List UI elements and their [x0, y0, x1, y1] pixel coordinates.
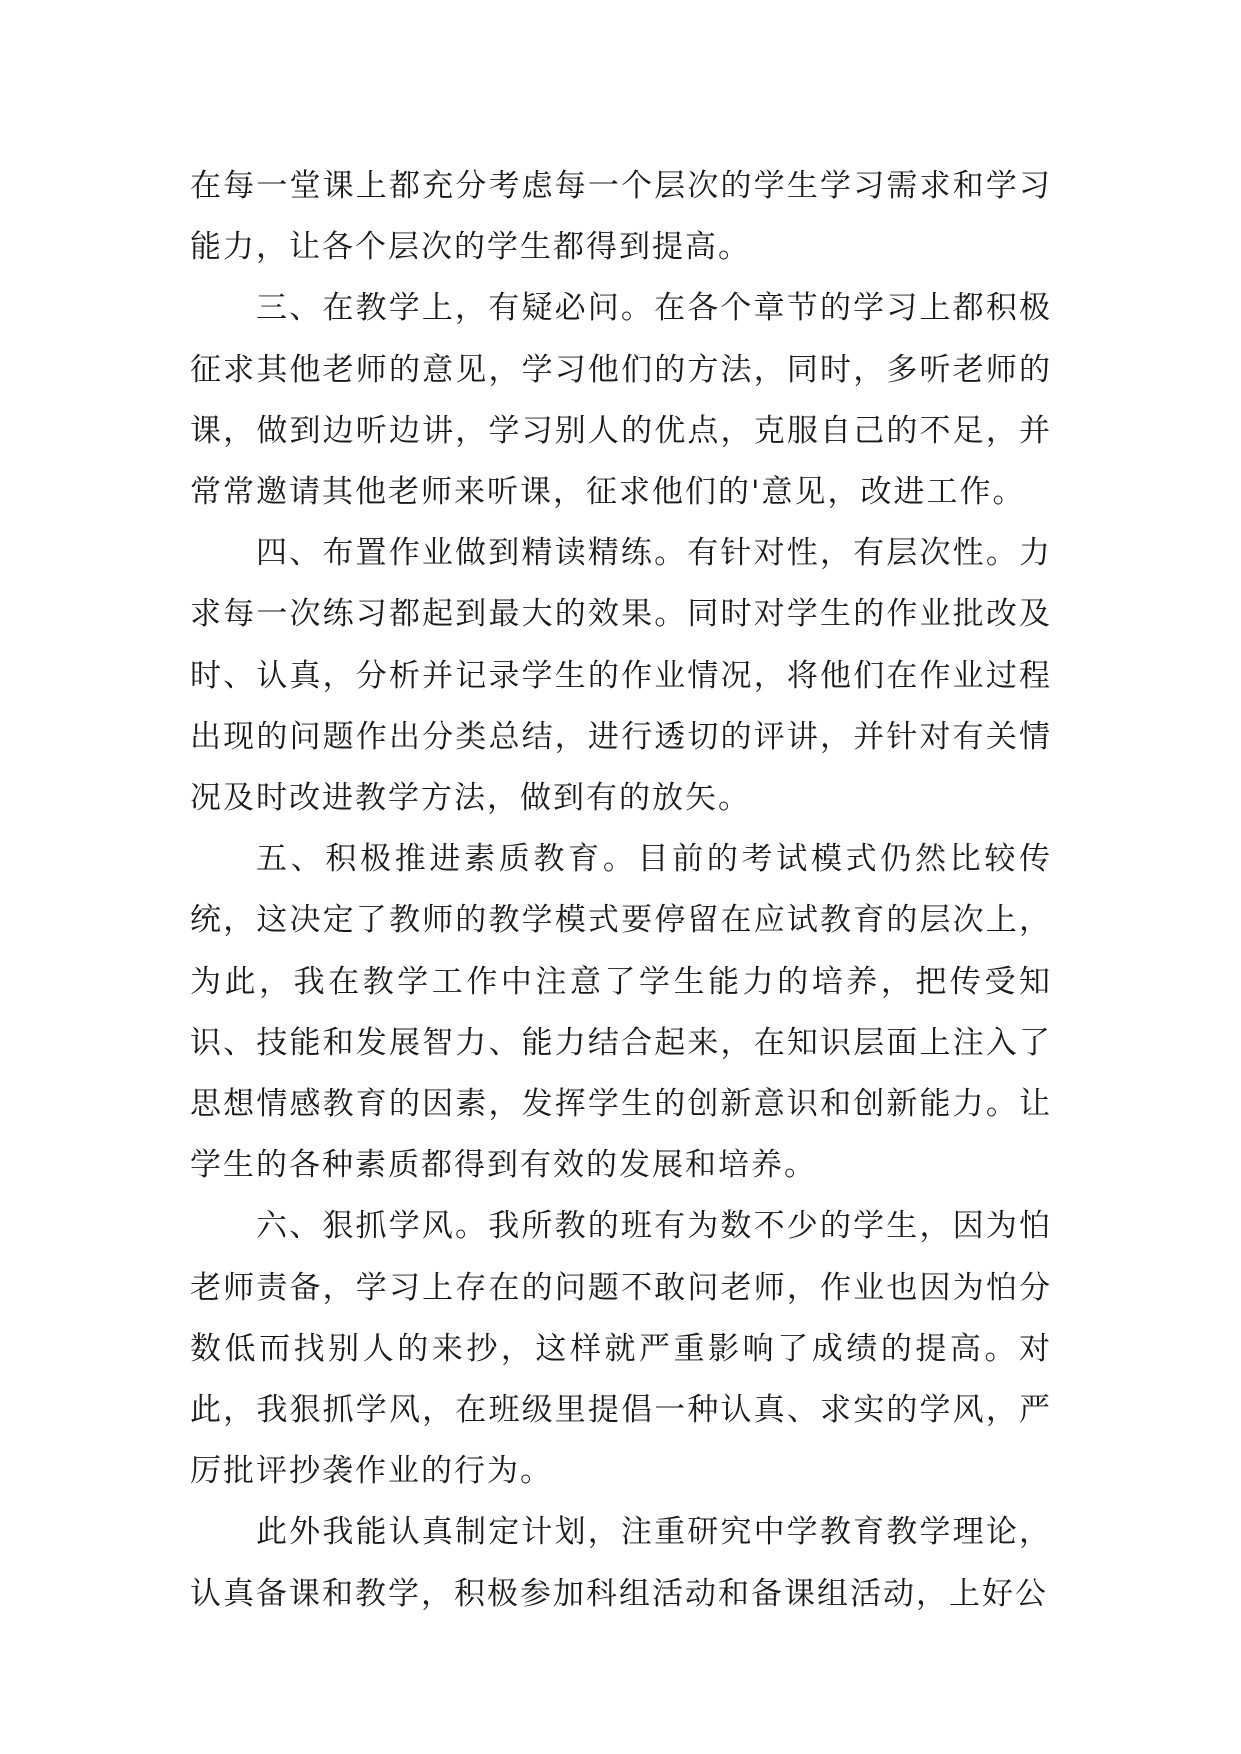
paragraph-additional: 此外我能认真制定计划，注重研究中学教育教学理论，认真备课和教学，积极参加科组活动和备课组活动，上好公: [190, 1514, 1052, 1612]
paragraph-continuation: 在每一堂课上都充分考虑每一个层次的学生学习需求和学习能力，让各个层次的学生都得到提高。: [190, 168, 1052, 266]
paragraph-item-4: 四、布置作业做到精读精练。有针对性，有层次性。力求每一次练习都起到最大的效果。同时对学生的作业批改及时、认真，分析并记录学生的作业情况，将他们在作业过程出现的问题作出分类总结，进行透切的评讲，并针对有关情况及时改进教学方法，做到有的放矢。: [190, 535, 1052, 817]
paragraph-item-3: 三、在教学上，有疑必问。在各个章节的学习上都积极征求其他老师的意见，学习他们的方法，同时，多听老师的课，做到边听边讲，学习别人的优点，克服自己的不足，并常常邀请其他老师来听课，征求他们的'意见，改进工作。: [190, 290, 1052, 511]
paragraph-item-6: 六、狠抓学风。我所教的班有为数不少的学生，因为怕老师责备，学习上存在的问题不敢问老师，作业也因为怕分数低而找别人的来抄，这样就严重影响了成绩的提高。对此，我狠抓学风，在班级里提倡一种认真、求实的学风，严厉批评抄袭作业的行为。: [190, 1208, 1052, 1490]
document-body: [190, 156, 1052, 1625]
paragraph-item-5: 五、积极推进素质教育。目前的考试模式仍然比较传统，这决定了教师的教学模式要停留在应试教育的层次上，为此，我在教学工作中注意了学生能力的培养，把传受知识、技能和发展智力、能力结合起来，在知识层面上注入了思想情感教育的因素，发挥学生的创新意识和创新能力。让学生的各种素质都得到有效的发展和培养。: [190, 841, 1052, 1184]
